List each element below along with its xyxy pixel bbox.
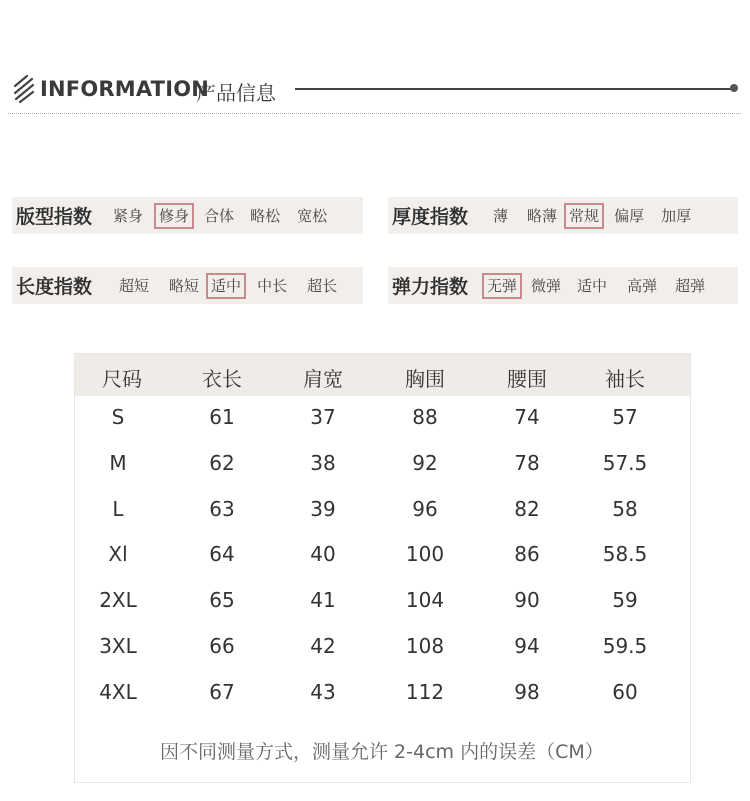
column-header-shoulder: 肩宽 [303,367,343,391]
diagonal-stripes-icon [12,74,36,104]
table-cell: 100 [405,542,445,566]
table-cell: 112 [405,680,445,704]
header-title-en: INFORMATION [40,77,210,101]
thickness-option-slightly-thin: 略薄 [527,206,558,225]
thickness-index-label: 厚度指数 [392,206,469,228]
table-cell: 92 [412,451,438,475]
table-cell: 59.5 [602,634,648,658]
table-cell: 41 [310,588,336,612]
table-cell: 58.5 [602,542,648,566]
length-option-very-long: 超长 [307,276,338,295]
table-cell: 59 [612,588,638,612]
dotted-divider [8,113,741,114]
elasticity-index-label: 弹力指数 [392,276,469,298]
table-cell: 38 [310,451,336,475]
elasticity-option-super: 超弹 [675,276,706,295]
fit-option-slim: 修身 [154,203,194,229]
table-cell: 86 [514,542,540,566]
table-cell: 96 [412,497,438,521]
table-cell: 58 [612,497,638,521]
length-index-bar [12,267,363,304]
size-table-header [75,354,690,396]
column-header-chest: 胸围 [405,367,445,391]
fit-index-bar [12,197,363,234]
column-header-sleeve: 袖长 [605,367,645,391]
table-cell: 98 [514,680,540,704]
table-cell: 61 [209,405,235,429]
size-table [74,353,691,783]
table-cell: 74 [514,405,540,429]
header-title-cn: 产品信息 [196,81,276,105]
table-cell: 60 [612,680,638,704]
table-cell: 66 [209,634,235,658]
thickness-option-regular: 常规 [564,203,604,229]
elasticity-option-none: 无弹 [482,273,522,299]
length-option-mid-long: 中长 [257,276,288,295]
table-cell: 39 [310,497,336,521]
table-cell: 64 [209,542,235,566]
table-cell: Xl [108,542,128,566]
fit-option-regular: 合体 [204,206,235,225]
table-cell: L [112,497,124,521]
table-cell: 78 [514,451,540,475]
fit-option-tight: 紧身 [113,206,144,225]
table-cell: 3XL [99,634,137,658]
column-header-waist: 腰围 [507,367,547,391]
section-header [12,72,742,108]
header-rule [295,88,733,90]
fit-option-wide: 宽松 [297,206,328,225]
table-cell: 40 [310,542,336,566]
elasticity-index-bar [388,267,738,304]
table-cell: 37 [310,405,336,429]
length-index-label: 长度指数 [16,276,93,298]
header-rule-dot [730,84,738,92]
length-option-short: 略短 [169,276,200,295]
table-cell: 2XL [99,588,137,612]
table-cell: M [109,451,127,475]
table-cell: 42 [310,634,336,658]
table-cell: 88 [412,405,438,429]
table-cell: 94 [514,634,540,658]
table-cell: 108 [405,634,445,658]
elasticity-option-slight: 微弹 [531,276,562,295]
elasticity-option-medium: 适中 [577,276,608,295]
length-option-medium: 适中 [206,273,246,299]
table-cell: 65 [209,588,235,612]
thickness-option-thin: 薄 [493,206,509,225]
fit-option-loose: 略松 [250,206,281,225]
table-cell: 67 [209,680,235,704]
thickness-option-thickish: 偏厚 [614,206,645,225]
column-header-size: 尺码 [102,367,142,391]
table-cell: 4XL [99,680,137,704]
table-cell: 82 [514,497,540,521]
fit-index-label: 版型指数 [16,206,93,228]
table-cell: 104 [405,588,445,612]
table-cell: S [111,405,125,429]
table-cell: 57.5 [602,451,648,475]
table-cell: 43 [310,680,336,704]
table-cell: 57 [612,405,638,429]
thickness-option-thick: 加厚 [661,206,692,225]
length-option-very-short: 超短 [119,276,150,295]
measurement-note: 因不同测量方式，测量允许 2-4cm 内的误差（CM） [160,741,604,763]
table-cell: 63 [209,497,235,521]
table-cell: 90 [514,588,540,612]
elasticity-option-high: 高弹 [627,276,658,295]
column-header-length: 衣长 [202,367,242,391]
table-cell: 62 [209,451,235,475]
thickness-index-bar [388,197,738,234]
